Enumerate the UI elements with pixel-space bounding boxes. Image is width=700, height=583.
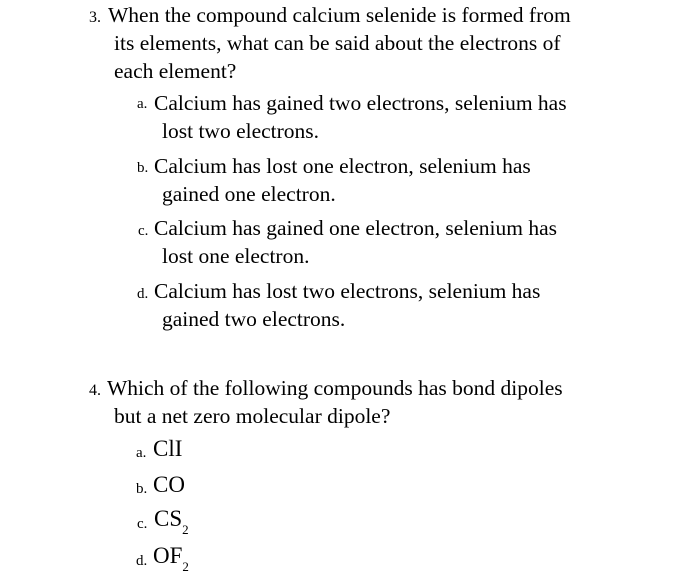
question-number: 3.: [89, 9, 101, 26]
question-text: [107, 374, 563, 430]
option-letter: d.: [137, 286, 149, 302]
option-text-line: lost one electron.: [162, 244, 310, 268]
option-letter: a.: [136, 445, 147, 461]
option-letter: b.: [137, 160, 149, 176]
option-text-line: Calcium has lost two electrons, selenium has: [154, 279, 541, 303]
question-text-line: its elements, what can be said about the electrons of: [114, 31, 561, 55]
option-formula: [153, 471, 185, 499]
option-letter: a.: [137, 96, 148, 112]
formula-subscript: 2: [182, 559, 189, 574]
option-formula: [153, 542, 189, 574]
option-text-line: Calcium has gained one electron, selenium has: [154, 216, 557, 240]
formula-base: CO: [153, 472, 185, 497]
option-text-line: gained two electrons.: [162, 307, 346, 331]
question-text-line: each element?: [114, 59, 237, 83]
option-text: [154, 214, 557, 270]
option-letter: d.: [136, 553, 148, 569]
option-text: [154, 277, 540, 333]
question-text-line: When the compound calcium selenide is formed from: [108, 3, 571, 27]
question-number: 4.: [89, 382, 101, 399]
option-text-line: gained one electron.: [162, 182, 336, 206]
formula-base: OF: [153, 543, 183, 568]
option-formula: [153, 435, 182, 463]
option-text-line: Calcium has gained two electrons, selenium has: [154, 91, 567, 115]
formula-base: CS: [154, 506, 183, 531]
question-text-line: but a net zero molecular dipole?: [114, 404, 391, 428]
formula-base: ClI: [153, 436, 183, 461]
option-formula: [154, 505, 189, 537]
option-text: [154, 152, 531, 208]
option-letter: c.: [137, 516, 148, 532]
option-text-line: Calcium has lost one electron, selenium has: [154, 154, 531, 178]
option-text-line: lost two electrons.: [162, 119, 320, 143]
question-text: [108, 1, 571, 85]
question-text-line: Which of the following compounds has bond dipoles: [107, 376, 563, 400]
option-text: [154, 89, 567, 145]
option-letter: c.: [138, 223, 149, 239]
formula-subscript: 2: [182, 522, 189, 537]
option-letter: b.: [136, 481, 148, 497]
